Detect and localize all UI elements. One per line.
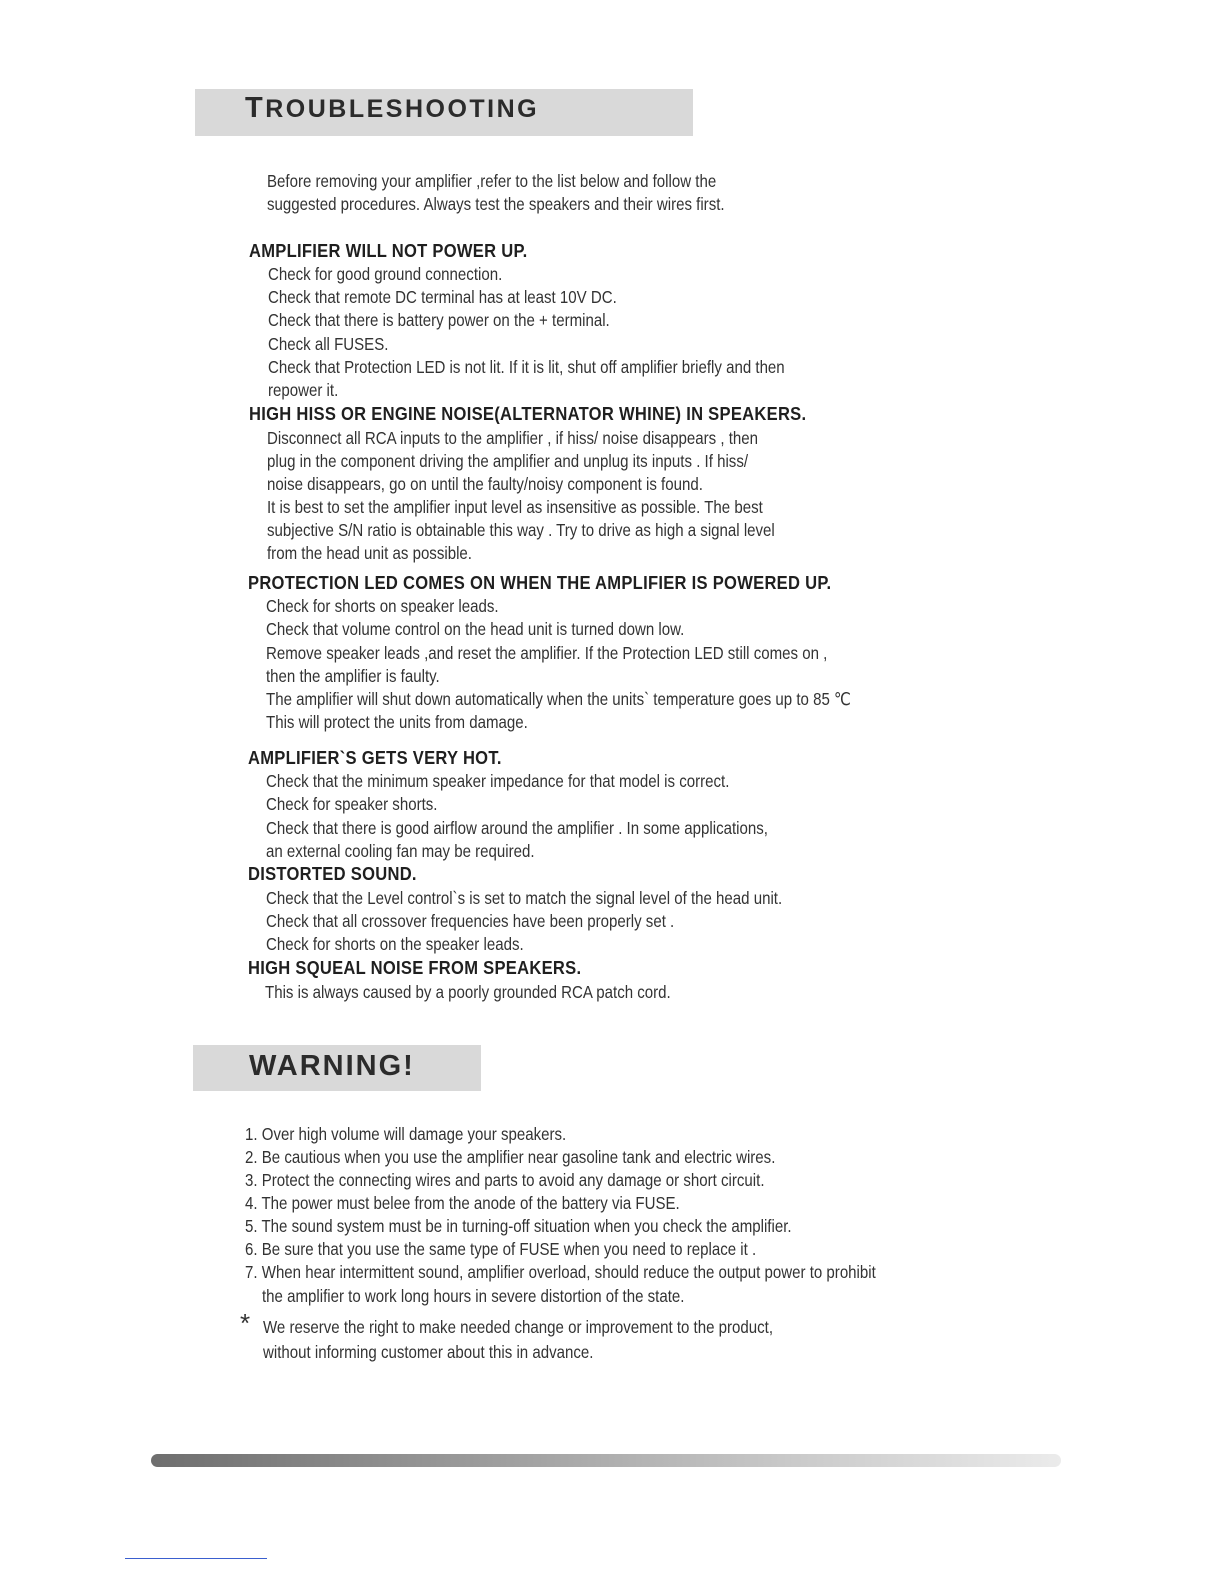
section-line: Check for good ground connection. <box>268 264 503 284</box>
section-line: subjective S/N ratio is obtainable this way . Try to drive as high a signal level <box>267 520 775 540</box>
section-line: an external cooling fan may be required. <box>266 841 535 861</box>
note-line: without informing customer about this in advance. <box>263 1342 594 1362</box>
section-heading-power-up: AMPLIFIER WILL NOT POWER UP. <box>249 241 528 261</box>
warning-title: WARNING! <box>249 1050 415 1082</box>
section-line: This will protect the units from damage. <box>266 712 528 732</box>
section-line: from the head unit as possible. <box>267 543 472 563</box>
warning-item: 7. When hear intermittent sound, amplifier overload, should reduce the output power to prohibit <box>245 1262 876 1282</box>
warning-item: 2. Be cautious when you use the amplifier near gasoline tank and electric wires. <box>245 1147 776 1167</box>
section-line: Check that there is battery power on the + terminal. <box>268 310 610 330</box>
section-heading-very-hot: AMPLIFIER`S GETS VERY HOT. <box>248 748 502 768</box>
troubleshooting-title-rest: ROUBLESHOOTING <box>265 95 540 123</box>
warning-item: 1. Over high volume will damage your speakers. <box>245 1124 567 1144</box>
section-line: Check that the minimum speaker impedance for that model is correct. <box>266 771 730 791</box>
section-heading-hiss: HIGH HISS OR ENGINE NOISE(ALTERNATOR WHINE) IN SPEAKERS. <box>249 404 807 424</box>
section-line: Check that the Level control`s is set to match the signal level of the head unit. <box>266 888 783 908</box>
section-heading-protection-led: PROTECTION LED COMES ON WHEN THE AMPLIFIER IS POWERED UP. <box>248 573 832 593</box>
section-heading-squeal: HIGH SQUEAL NOISE FROM SPEAKERS. <box>248 958 582 978</box>
section-line: Remove speaker leads ,and reset the amplifier. If the Protection LED still comes on , <box>266 643 828 663</box>
warning-item: 6. Be sure that you use the same type of FUSE when you need to replace it . <box>245 1239 757 1259</box>
warning-item: 3. Protect the connecting wires and parts to avoid any damage or short circuit. <box>245 1170 765 1190</box>
troubleshooting-title <box>245 92 539 125</box>
section-line: Check for speaker shorts. <box>266 794 438 814</box>
section-line: repower it. <box>268 380 339 400</box>
section-line: Check all FUSES. <box>268 334 389 354</box>
warning-item: 4. The power must belee from the anode of the battery via FUSE. <box>245 1193 680 1213</box>
warning-item-continued: the amplifier to work long hours in severe distortion of the state. <box>262 1286 685 1306</box>
footer-rule <box>125 1558 267 1559</box>
note-line: We reserve the right to make needed change or improvement to the product, <box>263 1317 774 1337</box>
section-line: noise disappears, go on until the faulty/noisy component is found. <box>267 474 703 494</box>
section-line: This is always caused by a poorly grounded RCA patch cord. <box>265 982 671 1002</box>
section-line: Check that all crossover frequencies have been properly set . <box>266 911 675 931</box>
section-heading-distorted: DISTORTED SOUND. <box>248 864 417 884</box>
troubleshooting-title-first: T <box>245 92 266 124</box>
section-line: plug in the component driving the amplifier and unplug its inputs . If hiss/ <box>267 451 749 471</box>
intro-line: suggested procedures. Always test the speakers and their wires first. <box>267 194 725 214</box>
section-line: then the amplifier is faulty. <box>266 666 440 686</box>
section-line: Check that remote DC terminal has at least 10V DC. <box>268 287 617 307</box>
section-line: The amplifier will shut down automatically when the units` temperature goes up to 85 ℃ <box>266 689 851 709</box>
section-line: Check for shorts on the speaker leads. <box>266 934 524 954</box>
section-line: Check that volume control on the head unit is turned down low. <box>266 619 685 639</box>
section-line: Check that Protection LED is not lit. If it is lit, shut off amplifier briefly and then <box>268 357 785 377</box>
note-asterisk: * <box>240 1308 251 1338</box>
warning-item: 5. The sound system must be in turning-off situation when you check the amplifier. <box>245 1216 792 1236</box>
section-line: Check that there is good airflow around the amplifier . In some applications, <box>266 818 768 838</box>
intro-line: Before removing your amplifier ,refer to the list below and follow the <box>267 171 717 191</box>
section-line: Check for shorts on speaker leads. <box>266 596 499 616</box>
section-line: It is best to set the amplifier input level as insensitive as possible. The best <box>267 497 763 517</box>
footer-gradient-bar <box>151 1454 1061 1467</box>
section-line: Disconnect all RCA inputs to the amplifier , if hiss/ noise disappears , then <box>267 428 759 448</box>
